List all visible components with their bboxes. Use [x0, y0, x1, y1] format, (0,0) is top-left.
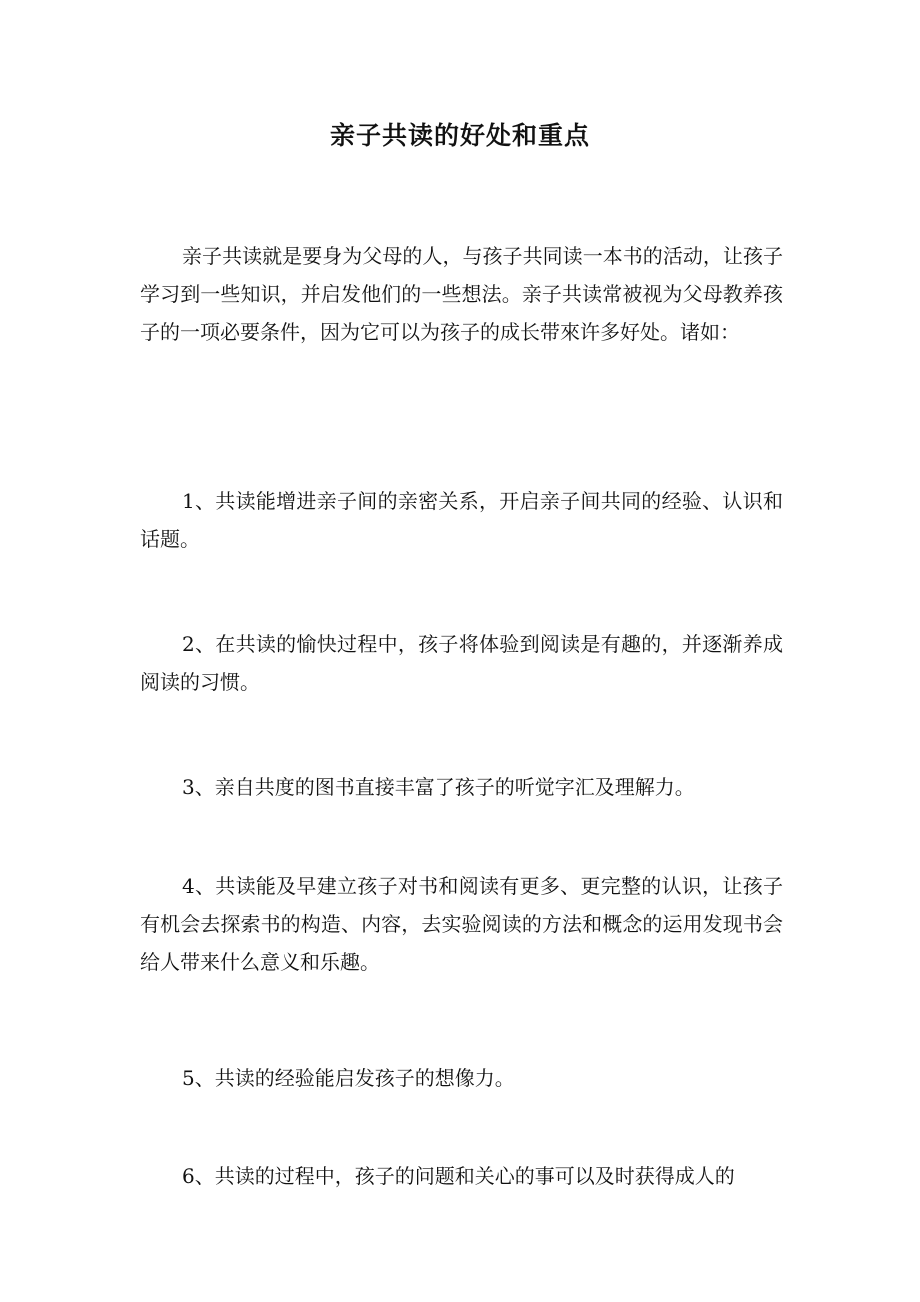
list-item: 2、在共读的愉快过程中，孩子将体验到阅读是有趣的，并逐渐养成阅读的习惯。: [140, 632, 783, 694]
intro-paragraph: 亲子共读就是要身为父母的人，与孩子共同读一本书的活动，让孩子学习到一些知识，并启发他们的一些想法。亲子共读常被视为父母教养孩子的一项必要条件，因为它可以为孩子的成长带來许多好处。诸如：: [140, 244, 783, 344]
list-item: 6、共读的过程中，孩子的问题和关心的事可以及时获得成人的: [182, 1164, 735, 1188]
document-title: 亲子共读的好处和重点: [329, 121, 590, 150]
list-item: 1、共读能增进亲子间的亲密关系，开启亲子间共同的经验、认识和话题。: [140, 489, 783, 551]
list-item: 3、亲自共度的图书直接丰富了孩子的听觉字汇及理解力。: [182, 775, 695, 799]
list-item: 5、共读的经验能启发孩子的想像力。: [182, 1066, 515, 1090]
list-item: 4、共读能及早建立孩子对书和阅读有更多、更完整的认识，让孩子有机会去探索书的构造、内容，去实验阅读的方法和概念的运用发现书会给人带来什么意义和乐趣。: [140, 874, 783, 974]
